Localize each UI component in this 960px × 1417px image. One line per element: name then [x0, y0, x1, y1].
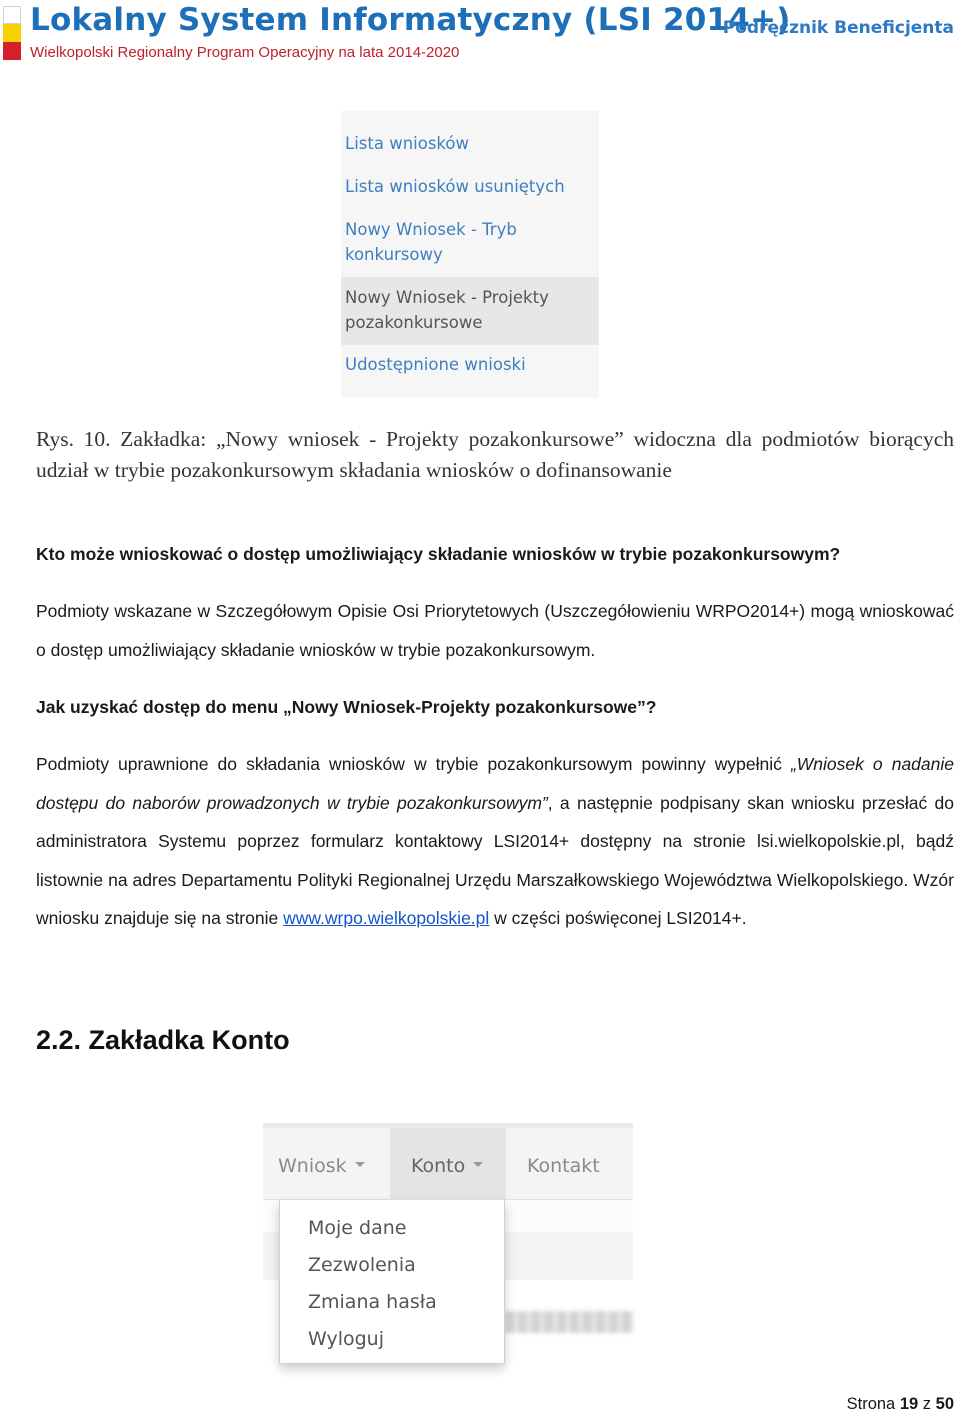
menu-item-label: Lista wniosków usuniętych	[345, 177, 565, 196]
logo-yellow-block	[3, 24, 21, 42]
answer-text: w części poświęconej LSI2014+.	[489, 908, 747, 928]
menu-item-label: Nowy Wniosek - Projekty	[345, 288, 549, 307]
logo-white-block	[3, 6, 21, 24]
nav-tab-label: Wniosk	[278, 1155, 347, 1177]
answer-text: Podmioty uprawnione do składania wniosków w trybie pozakonkursowym powinny wypełnić	[36, 754, 791, 774]
section-heading: 2.2. Zakładka Konto	[36, 1025, 290, 1055]
dropdown-item-logout[interactable]: Wyloguj	[308, 1328, 384, 1350]
question-heading-1: Kto może wnioskować o dostęp umożliwiający składanie wniosków w trybie pozakonkursowym?	[36, 544, 841, 564]
dropdown-item-my-data[interactable]: Moje dane	[308, 1217, 407, 1239]
footer-of: z	[922, 1395, 932, 1413]
caret-down-icon	[473, 1162, 483, 1167]
menu-item-label: pozakonkursowe	[345, 313, 483, 332]
menu-item-application-list[interactable]	[341, 131, 599, 157]
menu-item-label: Udostępnione wnioski	[345, 355, 526, 374]
dropdown-item-change-password[interactable]: Zmiana hasła	[308, 1291, 437, 1313]
nav-tab-applications[interactable]	[278, 1128, 365, 1200]
nav-tab-label: Konto	[411, 1155, 466, 1177]
header-manual-name: Podręcznik Beneficjenta	[722, 18, 954, 38]
nav-tab-contact[interactable]	[527, 1128, 600, 1200]
figure-caption: Rys. 10. Zakładka: „Nowy wniosek - Projekty pozakonkursowe” widoczna dla podmiotów biorących udział w trybie pozakonkursowym składania wniosków o dofinansowanie	[36, 427, 954, 482]
blurred-content	[505, 1311, 633, 1333]
answer-paragraph-1: Podmioty wskazane w Szczegółowym Opisie Osi Priorytetowych (Uszczegółowieniu WRPO2014+) mogą wnioskować o dostęp umożliwiający składanie wniosków w trybie pozakonkursowym.	[36, 601, 954, 660]
dropdown-item-permissions[interactable]: Zezwolenia	[308, 1254, 416, 1276]
screenshot-application-menu	[341, 111, 599, 398]
answer-text: , a następnie podpisany skan wniosku przesłać do administratora Systemu poprzez formularz kontaktowy LSI2014+ dostępny na stronie lsi.wielkopolskie.pl, bądź listownie na adres Departamentu Polityki Regionalnej Urzędu Marszałkowskiego Województwa Wielkopolskiego. Wzór wniosku znajduje się na stronie	[36, 792, 954, 928]
screenshot-account-menu	[263, 1123, 633, 1373]
current-page-number: 19	[899, 1395, 919, 1413]
menu-item-label: konkursowy	[345, 245, 443, 264]
wrpo-website-link[interactable]: www.wrpo.wielkopolskie.pl	[283, 908, 490, 928]
logo-mark	[3, 6, 21, 62]
account-dropdown-menu	[279, 1200, 505, 1364]
menu-item-shared-applications[interactable]	[341, 352, 599, 378]
total-page-count: 50	[935, 1395, 954, 1413]
menu-item-new-application-non-competitive[interactable]	[341, 277, 599, 345]
menu-item-label: Lista wniosków	[345, 134, 469, 153]
header-title: Lokalny System Informatyczny (LSI 2014+)	[30, 2, 791, 38]
top-navigation-bar	[263, 1123, 633, 1200]
menu-item-label: Nowy Wniosek - Tryb	[345, 220, 517, 239]
header-subtitle: Wielkopolski Regionalny Program Operacyjny na lata 2014-2020	[30, 44, 460, 61]
logo-red-block	[3, 42, 21, 60]
form-name-italic: „Wniosek o nadanie dostępu do naborów prowadzonych w trybie pozakonkursowym”	[36, 754, 954, 813]
page-number-footer	[847, 1395, 954, 1414]
menu-item-new-application-competitive[interactable]	[341, 217, 599, 269]
caret-down-icon	[355, 1162, 365, 1167]
question-heading-2: Jak uzyskać dostęp do menu „Nowy Wniosek-Projekty pozakonkursowe”?	[36, 697, 657, 717]
nav-tab-account[interactable]	[390, 1128, 506, 1200]
menu-item-deleted-applications[interactable]	[341, 174, 599, 200]
footer-prefix: Strona	[846, 1395, 896, 1413]
nav-tab-label: Kontakt	[527, 1155, 600, 1177]
answer-paragraph-2	[36, 745, 954, 938]
